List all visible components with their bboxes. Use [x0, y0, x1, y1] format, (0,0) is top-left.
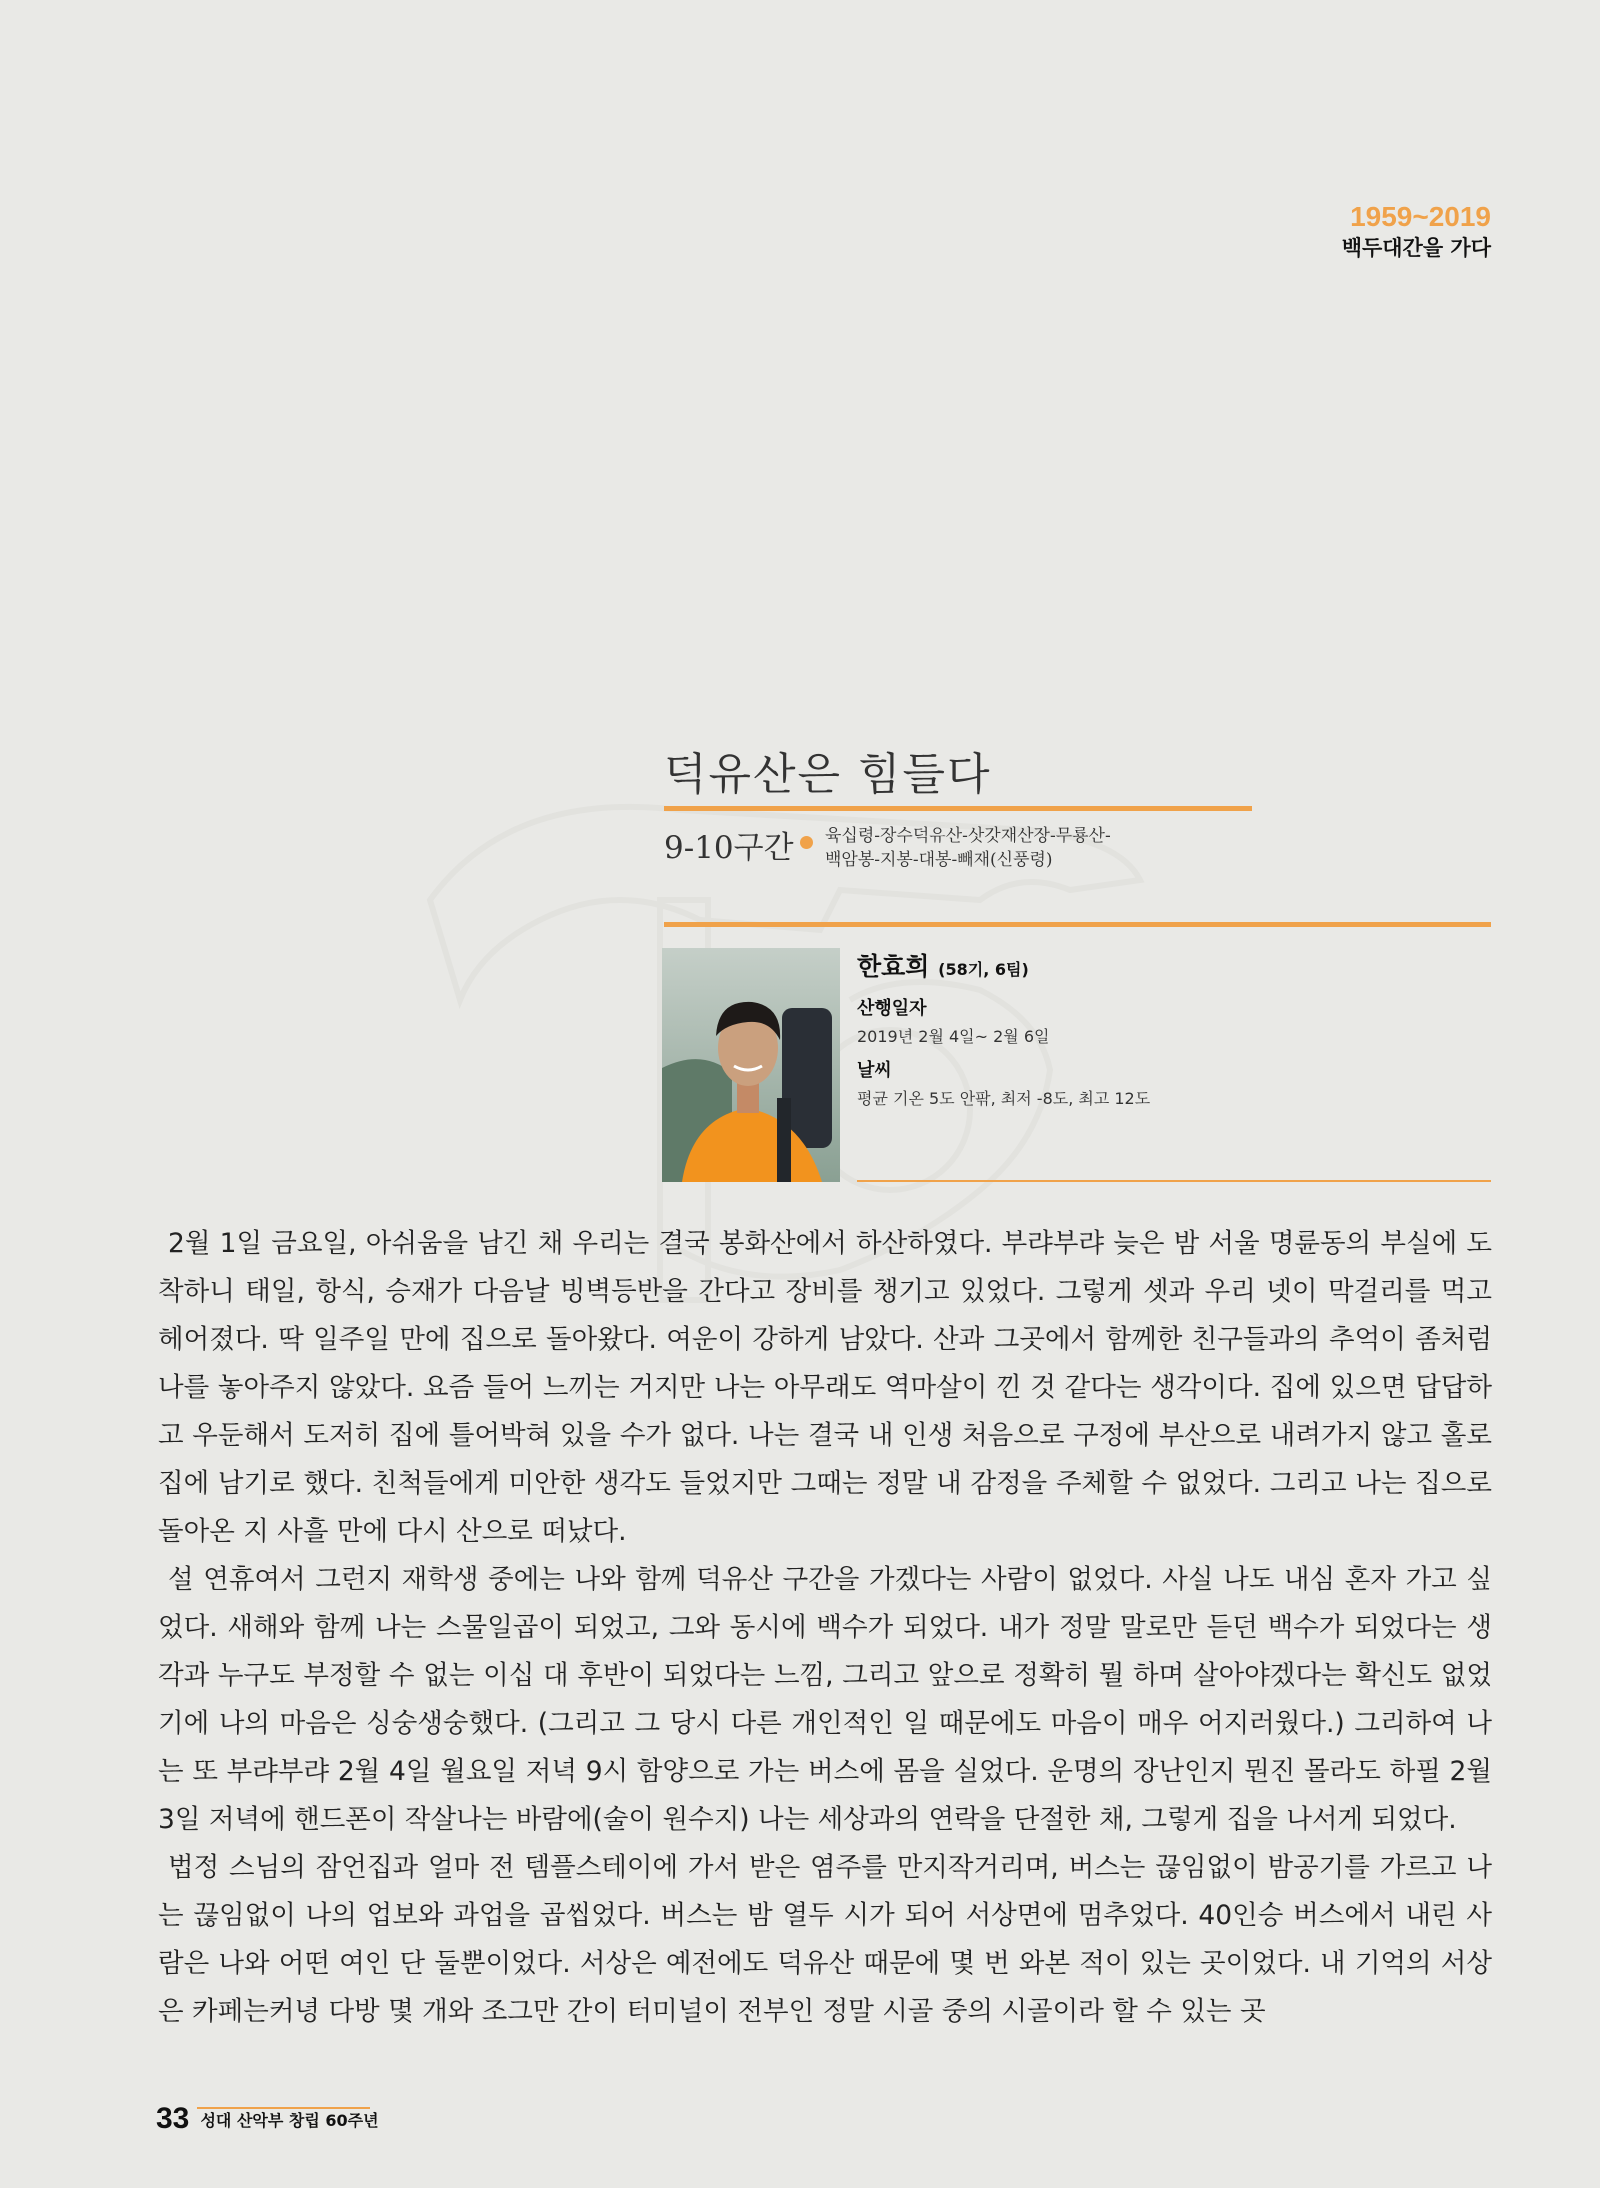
hike-date-value: 2019년 2월 4일~ 2월 6일	[857, 1027, 1050, 1046]
route-line-1: 육십령-장수덕유산-삿갓재산장-무룡산-	[825, 826, 1111, 846]
series-years: 1959~2019	[1350, 201, 1491, 232]
section-label: 9-10구간	[664, 830, 794, 866]
author-profile	[857, 950, 1150, 1111]
profile-bottom-divider	[857, 1180, 1491, 1182]
title-divider	[664, 806, 1252, 811]
page-number: 33	[156, 2102, 190, 2135]
series-header	[1342, 200, 1491, 262]
weather-label: 날씨	[857, 1060, 892, 1081]
author-meta: (58기, 6팀)	[938, 960, 1029, 979]
author-name: 한효희	[857, 952, 930, 981]
author-photo	[662, 948, 840, 1182]
page-footer	[156, 2102, 379, 2136]
weather-value: 평균 기온 5도 안팎, 최저 -8도, 최고 12도	[857, 1089, 1151, 1108]
article-title: 덕유산은 힘들다	[664, 749, 992, 800]
series-title: 백두대간을 가다	[1341, 236, 1491, 260]
profile-divider	[664, 922, 1491, 927]
route-description	[825, 824, 1111, 872]
route-line-2: 백암봉-지봉-대봉-빼재(신풍령)	[825, 850, 1053, 870]
article-body	[158, 1220, 1492, 2036]
body-paragraph: 법정 스님의 잠언집과 얼마 전 템플스테이에 가서 받은 염주를 만지작거리며, 버스는 끊임없이 밤공기를 가르고 나는 끊임없이 나의 업보와 과업을 곱씹었다. 버스는 밤 열두 시가 되어 서상면에 멈추었다. 40인승 버스에서 내린 사람은 나와 어떤 여인 단 둘뿐이었다. 서상은 예전에도 덕유산 때문에 몇 번 와본 적이 있는 곳이었다. 내 기억의 서상은 카페는커녕 다방 몇 개와 조그만 간이 터미널이 전부인 정말 시골 중의 시골이라 할 수 있는 곳	[158, 1852, 1492, 2027]
section-bullet	[800, 836, 813, 849]
author-name-line	[857, 950, 1150, 987]
hike-date-label: 산행일자	[857, 998, 927, 1019]
publication-name: 성대 산악부 창립 60주년	[200, 2110, 379, 2130]
body-paragraph: 설 연휴여서 그런지 재학생 중에는 나와 함께 덕유산 구간을 가겠다는 사람이 없었다. 사실 나도 내심 혼자 가고 싶었다. 새해와 함께 나는 스물일곱이 되었고, 그와 동시에 백수가 되었다. 내가 정말 말로만 듣던 백수가 되었다는 생각과 누구도 부정할 수 없는 이십 대 후반이 되었다는 느낌, 그리고 앞으로 정확히 뭘 하며 살아야겠다는 확신도 없었기에 나의 마음은 싱숭생숭했다. (그리고 그 당시 다른 개인적인 일 때문에도 마음이 매우 어지러웠다.) 그리하여 나는 또 부랴부랴 2월 4일 월요일 저녁 9시 함양으로 가는 버스에 몸을 실었다. 운명의 장난인지 뭔진 몰라도 하필 2월 3일 저녁에 핸드폰이 작살나는 바람에(술이 원수지) 나는 세상과의 연락을 단절한 채, 그렇게 집을 나서게 되었다.	[158, 1564, 1492, 1835]
body-paragraph: 2월 1일 금요일, 아쉬움을 남긴 채 우리는 결국 봉화산에서 하산하였다. 부랴부랴 늦은 밤 서울 명륜동의 부실에 도착하니 태일, 항식, 승재가 다음날 빙벽등반을 간다고 장비를 챙기고 있었다. 그렇게 셋과 우리 넷이 막걸리를 먹고 헤어졌다. 딱 일주일 만에 집으로 돌아왔다. 여운이 강하게 남았다. 산과 그곳에서 함께한 친구들과의 추억이 좀처럼 나를 놓아주지 않았다. 요즘 들어 느끼는 거지만 나는 아무래도 역마살이 낀 것 같다는 생각이다. 집에 있으면 답답하고 우둔해서 도저히 집에 틀어박혀 있을 수가 없다. 나는 결국 내 인생 처음으로 구정에 부산으로 내려가지 않고 홀로 집에 남기로 했다. 친척들에게 미안한 생각도 들었지만 그때는 정말 내 감정을 주체할 수 없었다. 그리고 나는 집으로 돌아온 지 사흘 만에 다시 산으로 떠났다.	[158, 1228, 1492, 1547]
